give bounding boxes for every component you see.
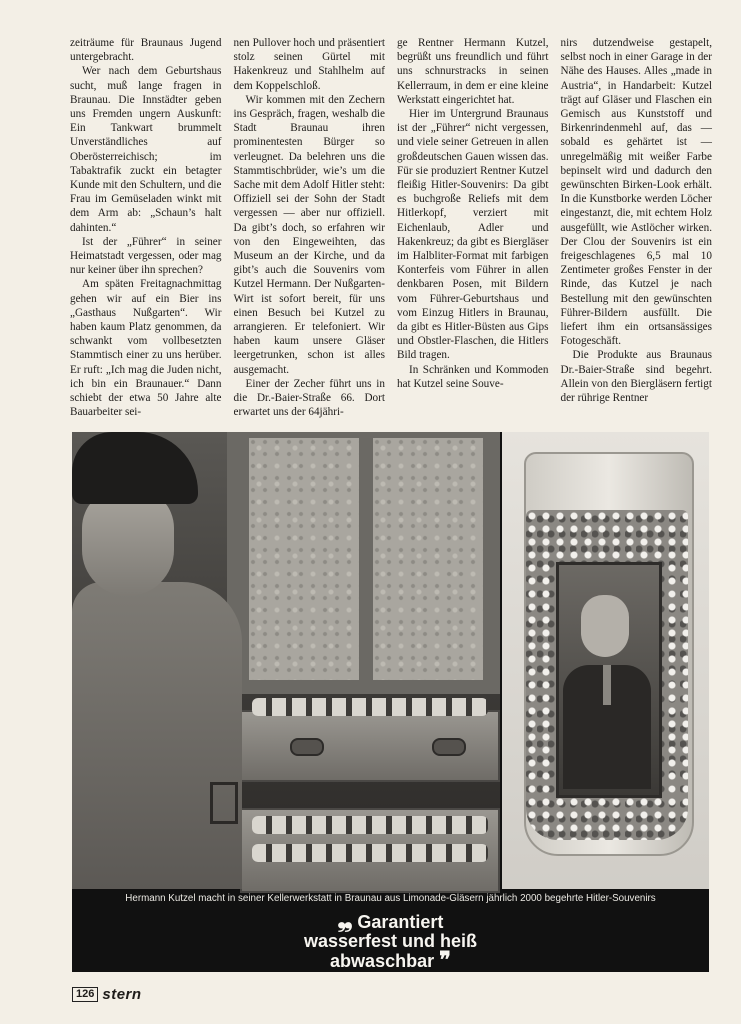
paragraph: Wir kommen mit den Zechern ins Gespräch, fragen, weshalb die Stadt Braunau ihren prominentesten Bürger so verleugnet. Da belehren uns die Stammtischbrüder, wie’s um die Sache mit dem Adolf Hitler steht: Offiziell sei der Sohn der Stadt vergessen — aber nur offiziell. Da gibt’s doch, so erfahren wir von den Eingeweihten, das Museum an der Kirche, und da gibt’s auch die Souvenirs vom Kutzel Hermann. Der Nußgarten-Wirt ist sofort bereit, für uns einen Besuch bei Kutzel zu arrangieren. Er telefoniert. Wir haben kaum unsere Gläser leergetrunken, schon ist alles ausgemacht. <box>233 93 385 376</box>
magazine-name: stern <box>102 986 142 1003</box>
quote-open-mark: ❠ <box>337 908 353 934</box>
article-body <box>70 36 712 419</box>
window-cabinet <box>227 432 500 694</box>
portrait-window <box>556 562 662 798</box>
drawer-handle <box>432 738 466 756</box>
photo-workshop <box>72 432 500 889</box>
paragraph: ge Rentner Hermann Kutzel, begrüßt uns freundlich und führt uns schnurstracks in seinen Kellerraum, in dem er eine kleine Werkstatt eingerichtet hat. <box>397 37 549 106</box>
paragraph: nirs dutzendweise gestapelt, selbst noch in einer Garage in der Nähe des Hauses. Alles „made in Austria“, in Handarbeit: Kutzel trägt auf Gläser und Flaschen ein Gemisch aus Kunststoff und Birkenrindenmehl auf, das — sobald es gehärtet ist — unregelmäßig mit weißer Farbe bepinselt wird und dadurch den gewünschten Birken-Look erhält. In die Kunstborke werden Löcher eingestanzt, die, mit echtem Holz ausgefüllt, wie Astlöcher wirken. Der Clou der Souvenirs ist ein freigeschlagenes 6,5 mal 10 Zentimeter großes Fenster in der Rinde, das Kutzel je nach Bestellung mit den gewünschten Führer-Bildern ausfüllt. Die liefert ihm ein ortsansässiges Fotogeschäft. <box>560 37 712 348</box>
paragraph: Hier im Untergrund Braunaus ist der „Führer“ nicht vergessen, und viele seiner Getreuen in allen großdeutschen Gauen wissen das. Für sie produziert Rentner Kutzel fleißig Hitler-Souvenirs: Da gibt es buchgroße Reliefs mit dem Hitlerkopf, verziert mit Eichenlaub, Adler und Hakenkreuz; da gibt es Biergläser im Halbliter-Format mit farbigen Konterfeis vom Führer in allen denkbaren Posen, mit Bildern vom Führer-Geburtshaus und vom Einzug Hitlers in Braunau, da gibt es Hitler-Büsten aus Gips und Obstler-Flaschen, die Hitlers Bild tragen. <box>397 108 549 362</box>
paragraph: zeiträume für Braunaus Jugend untergebracht. <box>70 37 222 64</box>
photo-caption: Hermann Kutzel macht in seiner Kellerwerkstatt in Braunau aus Limonade-Gläsern jährlich 2000 begehrte Hitler-Souvenirs <box>125 893 656 904</box>
column-3 <box>397 36 549 419</box>
column-2 <box>234 36 386 419</box>
curtain-left <box>249 438 359 680</box>
photo-glass <box>502 432 709 889</box>
souvenir-glasses-row <box>252 698 488 716</box>
souvenir-glasses-row <box>252 844 488 862</box>
pull-quote-line: Garantiert <box>357 912 444 932</box>
paragraph: Einer der Zecher führt uns in die Dr.-Baier-Straße 66. Dort erwartet uns der 64jähri- <box>233 377 385 419</box>
curtain-right <box>373 438 483 680</box>
pull-quote-line: wasserfest und heiß <box>303 931 478 951</box>
person-face <box>82 488 174 596</box>
pull-quote-line: abwaschbar <box>330 951 435 971</box>
pull-quote <box>72 908 709 973</box>
column-1 <box>70 36 222 419</box>
page-footer <box>72 986 142 1003</box>
paragraph: Ist der „Führer“ in seiner Heimatstadt vergessen, oder mag nur keiner über ihn sprechen? <box>70 235 222 277</box>
paragraph: nen Pullover hoch und präsentiert stolz seinen Gürtel mit Hakenkreuz und Stahlhelm auf dem Koppelschloß. <box>233 37 385 92</box>
belt-buckle <box>210 782 238 824</box>
souvenir-glasses-row <box>252 816 488 834</box>
quote-close-mark: ❞ <box>439 947 451 973</box>
drawer-handle <box>290 738 324 756</box>
paragraph: Die Produkte aus Braunaus Dr.-Baier-Straße sind begehrt. Allein von den Biergläsern fertigt der rührige Rentner <box>560 349 712 405</box>
column-4 <box>561 36 713 419</box>
person-hat <box>72 432 198 504</box>
paragraph: Am späten Freitagnachmittag gehen wir auf ein Bier ins „Gasthaus Nußgarten“. Wir haben kaum Platz genommen, da schwankt vom vollbesetzten Stammtisch einer zu uns herüber. Er ruft: „Ich mag die Juden nicht, ich bin ein Braunauer.“ Dann schiebt der etwa 50 Jahre alte Bauarbeiter sei- <box>70 278 222 419</box>
person-coat <box>72 582 242 889</box>
drawer-lower <box>240 808 500 893</box>
portrait-tie <box>603 665 611 705</box>
paragraph: In Schränken und Kommoden hat Kutzel seine Souve- <box>397 363 549 390</box>
drawer-upper <box>240 710 500 782</box>
photo-block <box>72 432 709 972</box>
paragraph: Wer nach dem Geburtshaus sucht, muß lange fragen in Braunau. Die Innstädter geben uns Fremden ungern Auskunft: Ein Tankwart brummelt Unverständliches auf Oberösterreichisch; im Tabaktrafik zuckt ein betagter Kunde mit den Schultern, und die Frau im Gemüseladen winkt mit dem Arm ab: „Schaun’s halt dahinten.“ <box>70 65 222 234</box>
portrait-face <box>581 595 629 657</box>
page-number: 126 <box>72 987 98 1002</box>
